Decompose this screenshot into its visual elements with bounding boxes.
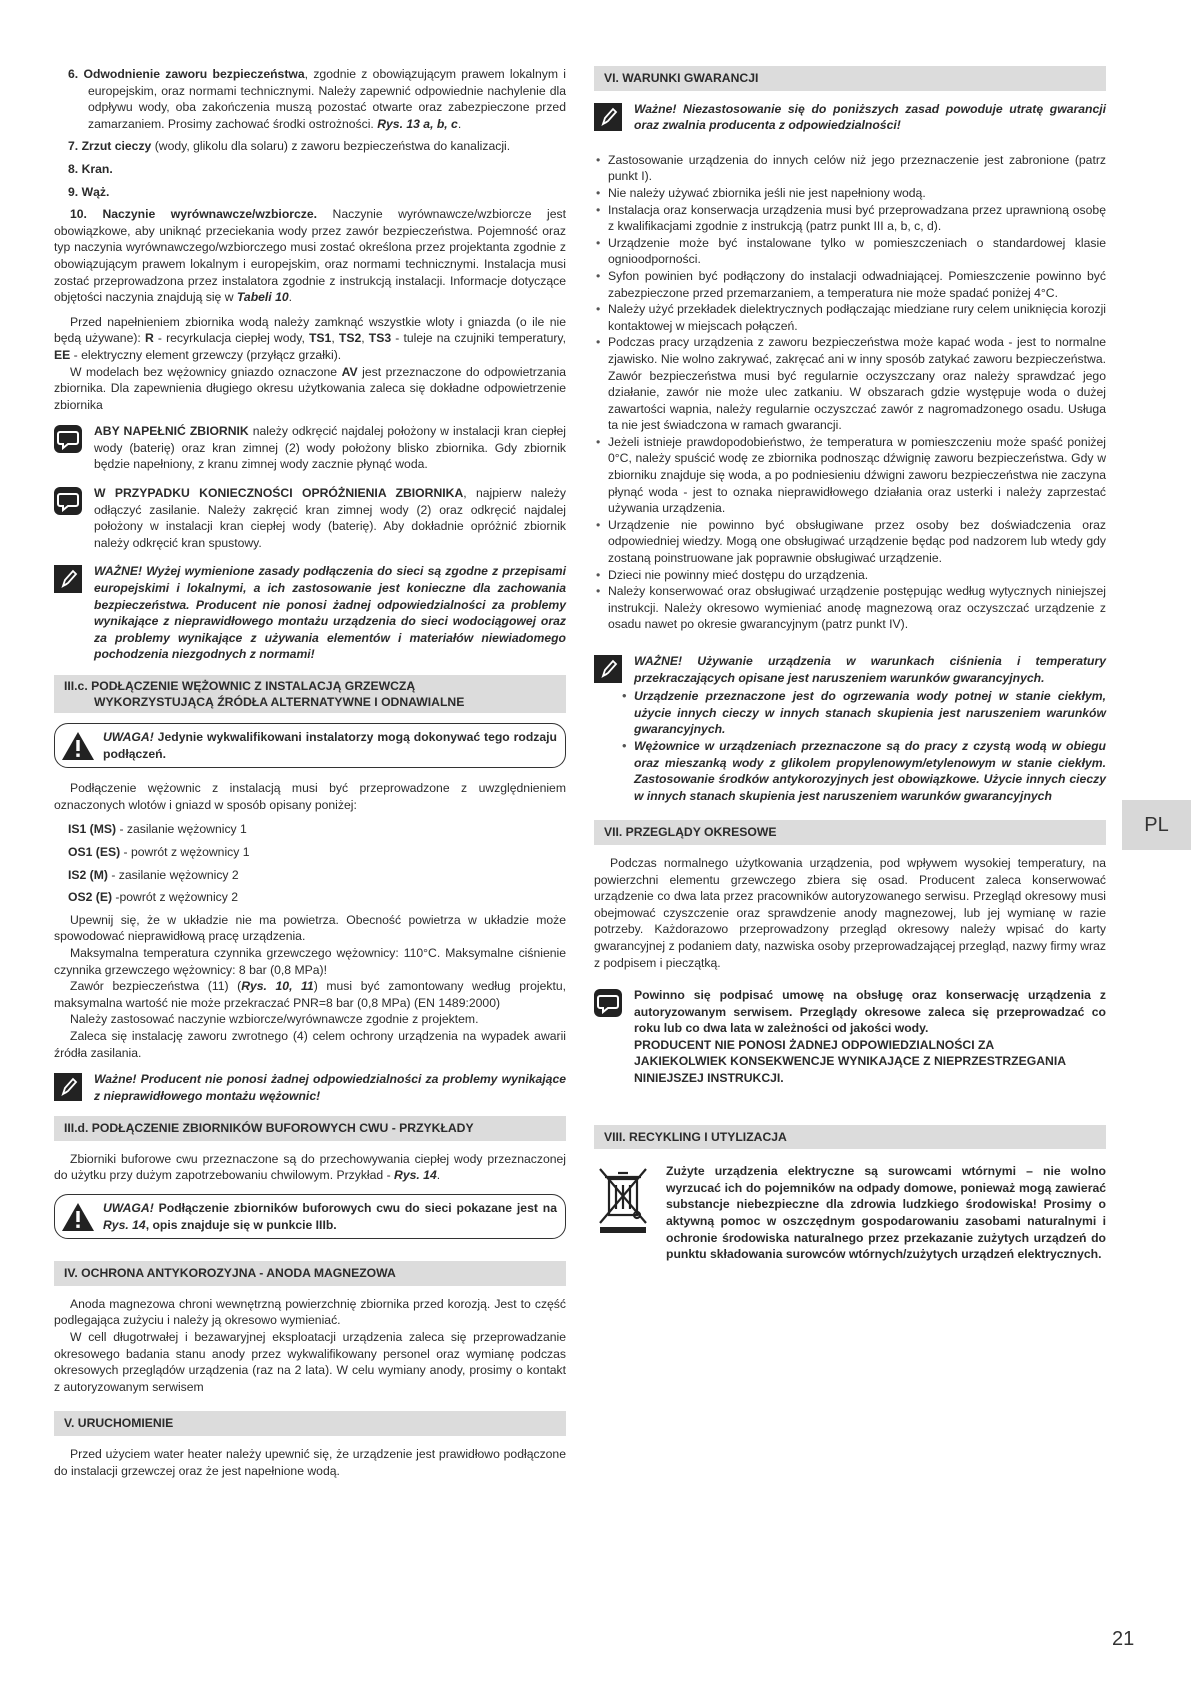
section-3c-heading: III.c. PODŁĄCZENIE WĘŻOWNIC Z INSTALACJĄ GRZEWCZĄ WYKORZYSTUJĄCĄ ŹRÓDŁA ALTERNATYWNE I ODNAWIALNE [54,675,566,713]
note-warranty: Ważne! Niezastosowanie się do poniższych zasad powoduje utratę gwarancji oraz zwalnia producenta z odpowiedzialności! [594,101,1106,134]
coil-connection-list [54,821,566,905]
warning-triangle-icon [61,731,95,766]
para-safety-valve: Zawór bezpieczeństwa (11) (Rys. 10, 11) musi być zamontowany według projektu, maksymalna wartość nie może przekraczać PNR=8 bar (0,8 MPa) (EN 1489:2000) [54,979,567,1010]
para-vessel: Należy zastosować naczynie wzbiorcze/wyrównawcze zgodnie z projektem. [70,1012,479,1027]
list-item: • Należy konserwować oraz obsługiwać urządzenie postępując według wytycznych niniejszej instrukcji. Należy okresowo wymieniać anodę magnezową oraz oczyszczać urządzenie z osadu nawet po okresie gwarancyjnym (patrz punkt IV). [594,583,1106,633]
speech-bubble-icon [594,989,622,1022]
item-10: 10. Naczynie wyrównawcze/wzbiorcze. Naczynie wyrównawcze/wzbiorcze jest obowiązkowe, aby uniknąć przeciekania wody przez zawór bezpieczeństwa. Pojemność oraz typ naczynia wyrównawczego/wzbiorczego musi zostać określona przez projektanta zgodnie z obowiązującym prawem lokalnym i europejskim, oraz normami technicznymi. Instalacja musi zostać przeprowadzona przez instalatora zgodnie z instrukcją instalacji. Informacje dotyczące objętości naczynia znajdują się w Tabeli 10. [54,207,566,305]
warning-3c: UWAGA! Jedynie wykwalifikowani instalatorzy mogą dokonywać tego rodzaju podłączeń. [54,723,566,768]
list-item: • Wężownice w urządzeniach przeznaczone są do pracy z czystą wodą w obiegu oraz mieszanką wody z glikolem propylenowym/etylenowym w stanie ciekłym. Zastosowanie środków antykorozyjnych jest obowiązkowe. Użycie innych cieczy w innych stanach skupienia jest naruszeniem warunków gwarancyjnych [620,738,1106,804]
warning-3d: UWAGA! Podłączenie zbiorników buforowych cwu do sieci pokazane jest na Rys. 14, opis znajduje się w punkcie IIIb. [54,1194,566,1239]
list-item: • Należy użyć przekładek dielektrycznych podłączając miedziane rury celem uniknięcia korozji kontaktowej w miejscach połączeń. [594,301,1106,334]
pencil-icon [594,655,622,688]
section-6-heading: VI. WARUNKI GWARANCJI [594,66,1106,91]
para-air: Upewnij się, że w układzie nie ma powietrza. Obecność powietrza w układzie może spowodować nieprawidłową pracę urządzenia. [54,912,566,944]
item-7: 7. Zrzut cieczy (wody, glikolu dla solaru) z zaworu bezpieczeństwa do kanalizacji. [68,139,511,154]
speech-bubble-icon [54,425,82,458]
list-item: • Nie należy używać zbiornika jeśli nie jest napełniony wodą. [594,185,1106,202]
item-9: 9. Wąż. [68,184,110,199]
list-item: • Zastosowanie urządzenia do innych celów niż jego przeznaczenie jest zabronione (patrz punkt I). [594,152,1106,185]
para-buffer: Zbiorniki buforowe cwu przeznaczone są do przechowywania ciepłej wody przeznaczonej do użytku przy dużym zapotrzebowaniu chwilowym. Przykład - Rys. 14. [54,1151,566,1183]
page-number: 21 [1112,1628,1135,1650]
list-item: OS2 (E) -powrót z wężownicy 2 [68,890,239,905]
list-item: • Urządzenie może być instalowane tylko w pomieszczeniach o standardowej klasie ognioodporności. [594,235,1106,268]
speech-bubble-icon [54,487,82,520]
para-inspection: Podczas normalnego użytkowania urządzenia, pod wpływem wysokiej temperatury, na powierzchni elementu grzewczego zbiera się osad. Producent zaleca konserwować urządzenie co dwa lata przez pracowników autoryzowanego serwisu. Przegląd okresowy musi obejmować czyszczenie oraz sprawdzenie anody magnezowej, lub jej wymianę w razie potrzeby. Każdorazowo przeprowadzony przegląd okresowy należy wpisać do karty gwarancyjnej z podaniem daty, nazwiska osoby przeprowadzającej przegląd, nazwy firmy wraz z podpisem i pieczątką. [594,855,1106,970]
para-startup: Przed użyciem water heater należy upewnić się, że urządzenie jest prawidłowo podłączone do instalacji grzewczej oraz że jest napełnione wodą. [54,1447,566,1478]
para-av: W modelach bez wężownicy gniazdo oznaczone AV jest przeznaczone do odpowietrzania zbiornika. Dla zapewnienia długiego okresu użytkowania zaleca się dokładne odpowietrzenie zbiornika [54,364,566,412]
item-8: 8. Kran. [68,161,113,176]
para-anode-1: Anoda magnezowa chroni wewnętrzną powierzchnię zbiornika przed korozją. Jest to część podlegająca zużyciu i należy ją okresowo wymieniać. [54,1296,566,1328]
list-item: • Dzieci nie powinny mieć dostępu do urządzenia. [594,567,1106,584]
language-tab: PL [1122,800,1191,850]
para-max-temp: Maksymalna temperatura czynnika grzewczego wężownicy: 110°C. Maksymalne ciśnienie czynnika grzewczego wężownicy: 8 bar (0,8 MPa)! [54,945,566,977]
note-coil-montage: Ważne! Producent nie ponosi żadnej odpowiedzialności za problemy wynikające z nieprawidłowego montażu wężownic! [54,1071,566,1104]
pressure-conditions-list [594,688,1106,804]
left-column [54,66,566,1487]
para-before-filling: Przed napełnieniem zbiornika wodą należy zamknąć wszystkie wloty i gniazda (o ile nie będą używane): R - recyrkulacja ciepłej wody, TS1, TS2, TS3 - tuleje na czujniki temperatury, EE - elektryczny element grzewczy (przyłącz grzałki). [54,314,567,362]
pencil-icon [54,1073,82,1106]
right-column [594,66,1106,1263]
section-8-heading: VIII. RECYKLING I UTYLIZACJA [594,1125,1106,1150]
list-item: • Syfon powinien być podłączony do instalacji odwadniającej. Pomieszczenie powinno być zabezpieczone przed przemarzaniem, a temperatura nie może spadać poniżej 4°C. [594,268,1106,301]
note-fill-tank: ABY NAPEŁNIĆ ZBIORNIK należy odkręcić najdalej położony w instalacji kran ciepłej wody (baterię) oraz kran zimnej (2) wody położony blisko zbiornika. Gdy zbiornik będzie napełniony, z kranu zimnej wody zacznie płynąć woda. [54,423,566,473]
section-7-heading: VII. PRZEGLĄDY OKRESOWE [594,820,1106,845]
crossed-out-bin-icon [596,1165,650,1240]
pencil-icon [54,565,82,598]
para-coil-connection: Podłączenie wężownic z instalacją musi być przeprowadzone z uwzględnieniem oznaczonych wlotów i gniazd w sposób opisany poniżej: [54,781,566,812]
para-anode-2: W cell długotrwałej i bezawaryjnej eksploatacji urządzenia zaleca się przeprowadzanie okresowego badania stanu anody przez wykwalifikowany personel oraz wymianę podczas okresowych przeglądów urządzenia (raz na 2 lata). W celu wymiany anody, prosimy o kontakt z autoryzowanym serwisem [54,1330,566,1394]
section-5-heading: V. URUCHOMIENIE [54,1411,566,1436]
list-item: • Jeżeli istnieje prawdopodobieństwo, że temperatura w pomieszczeniu może spaść poniżej 0°C, należy spuścić wodę ze zbiornika podnosząc dźwignię zaworu bezpieczeństwa. Gdy w zbiorniku znajduje się woda, a po podniesieniu dźwigni zaworu bezpieczeństwa nie zaczyna płynąć woda - jest to oznaka nieprawidłowego działania oraz usterki i należy zaprzestać używania urządzenia. [594,434,1106,517]
list-item: OS1 (ES) - powrót z wężownicy 1 [68,844,250,859]
list-item: IS2 (M) - zasilanie wężownicy 2 [68,867,239,882]
para-check-valve: Zaleca się instalację zaworu zwrotnego (4) celem ochrony urządzenia na wypadek awarii źródła zasilania. [54,1028,566,1060]
note-service: Powinno się podpisać umowę na obsługę oraz konserwację urządzenia z autoryzowanym serwisem. Przeglądy okresowe zaleca się przeprowadzać co roku lub co dwa lata w zależności od jakości wody. PRODUCENT NIE PONOSI ŻADNEJ ODPOWIEDZIALNOŚCI ZA JAKIEKOLWIEK KONSEKWENCJE WYNIKAJĄCE Z NIEPRZESTRZEGANIA NINIEJSZEJ INSTRUKCJI. [594,987,1106,1087]
section-4-heading: IV. OCHRONA ANTYKOROZYJNA - ANODA MAGNEZOWA [54,1261,566,1286]
warranty-conditions-list [594,152,1106,633]
list-item: • Instalacja oraz konserwacja urządzenia musi być przeprowadzana przez uprawnioną osobę z kwalifikacjami zgodnie z instrukcją (patrz punkt III a, b, c, d). [594,202,1106,235]
list-item: • Urządzenie nie powinno być obsługiwane przez osoby bez doświadczenia oraz odpowiedniej wiedzy. Mogą one obsługiwać urządzenie będąc pod nadzorem lub wtedy gdy zostaną poinstruowane jak poprawnie obsługiwać urządzenie. [594,517,1106,567]
recycling-block: Zużyte urządzenia elektryczne są surowcami wtórnymi – nie wolno wyrzucać ich do pojemników na odpady domowe, ponieważ mogą zawierać substancje niebezpieczne dla zdrowia ludzkiego środowiska! Prosimy o aktywną pomoc w oszczędnym gospodarowaniu zasobami naturalnymi i ochronie środowiska naturalnego przez przekazanie zużytych urządzeń do punktu składowania surowców wtórnych/zużytych urządzeń elektrycznych. [594,1163,1106,1263]
list-item: IS1 (MS) - zasilanie wężownicy 1 [68,822,247,837]
note-important-connection: WAŻNE! Wyżej wymienione zasady podłączenia do sieci są zgodne z przepisami europejskimi i lokalnymi, a ich zastosowanie jest konieczne dla zachowania bezpieczeństwa. Producent nie ponosi żadnej odpowiedzialności za problemy wynikające z nieprawidłowego montażu urządzenia do sieci wodociągowej oraz za problemy wynikające z używania elementów i materiałów niewiadomego pochodzenia niezgodnych z normami! [54,563,566,663]
note-empty-tank: W PRZYPADKU KONIECZNOŚCI OPRÓŻNIENIA ZBIORNIKA, najpierw należy odłączyć zasilanie. Należy zakręcić kran zimnej wody (2) oraz odkręcić najdalej położony w instalacji kran ciepłej wody (baterię). Aby dokładnie opróżnić zbiornik należy odkręcić kran spustowy. [54,485,566,551]
item-6: 6. Odwodnienie zaworu bezpieczeństwa, zgodnie z obowiązującym prawem lokalnym i europejskim, oraz normami technicznymi. Należy zapewnić odpowiednie nachylenie dla odpływu wody, oba zakończenia muszą pozostać otwarte oraz zabezpieczone przed zamarzaniem. Prosimy zachować środki ostrożności. Rys. 13 a, b, c. [68,67,567,131]
pencil-icon [594,103,622,136]
section-3d-heading: III.d. PODŁĄCZENIE ZBIORNIKÓW BUFOROWYCH CWU - PRZYKŁADY [54,1116,566,1141]
warning-triangle-icon [61,1202,95,1237]
list-item: • Podczas pracy urządzenia z zaworu bezpieczeństwa może kapać woda - jest to normalne zjawisko. Nie wolno zakrywać, zakręcać ani w inny sposób zatykać zaworu bezpieczeństwa. Zawór bezpieczeństwa musi być regularnie oczyszczany oraz należy sprawdzać jego działanie, zawór nie może ulec zatkaniu. W obszarach gdzie występuje woda o dużej zawartości wapnia, należy regularnie oczyszczać zawór z nagromadzonego osadu. Usługa ta nie jest świadczona w ramach gwarancji. [594,334,1106,434]
note-pressure: WAŻNE! Używanie urządzenia w warunkach ciśnienia i temperatury przekraczających opisane jest naruszeniem warunków gwarancyjnych. [594,653,1106,686]
list-item: • Urządzenie przeznaczone jest do ogrzewania wody potnej w stanie ciekłym, użycie innych cieczy w innych stanach skupienia jest naruszeniem warunków gwarancyjnych. [620,688,1106,738]
